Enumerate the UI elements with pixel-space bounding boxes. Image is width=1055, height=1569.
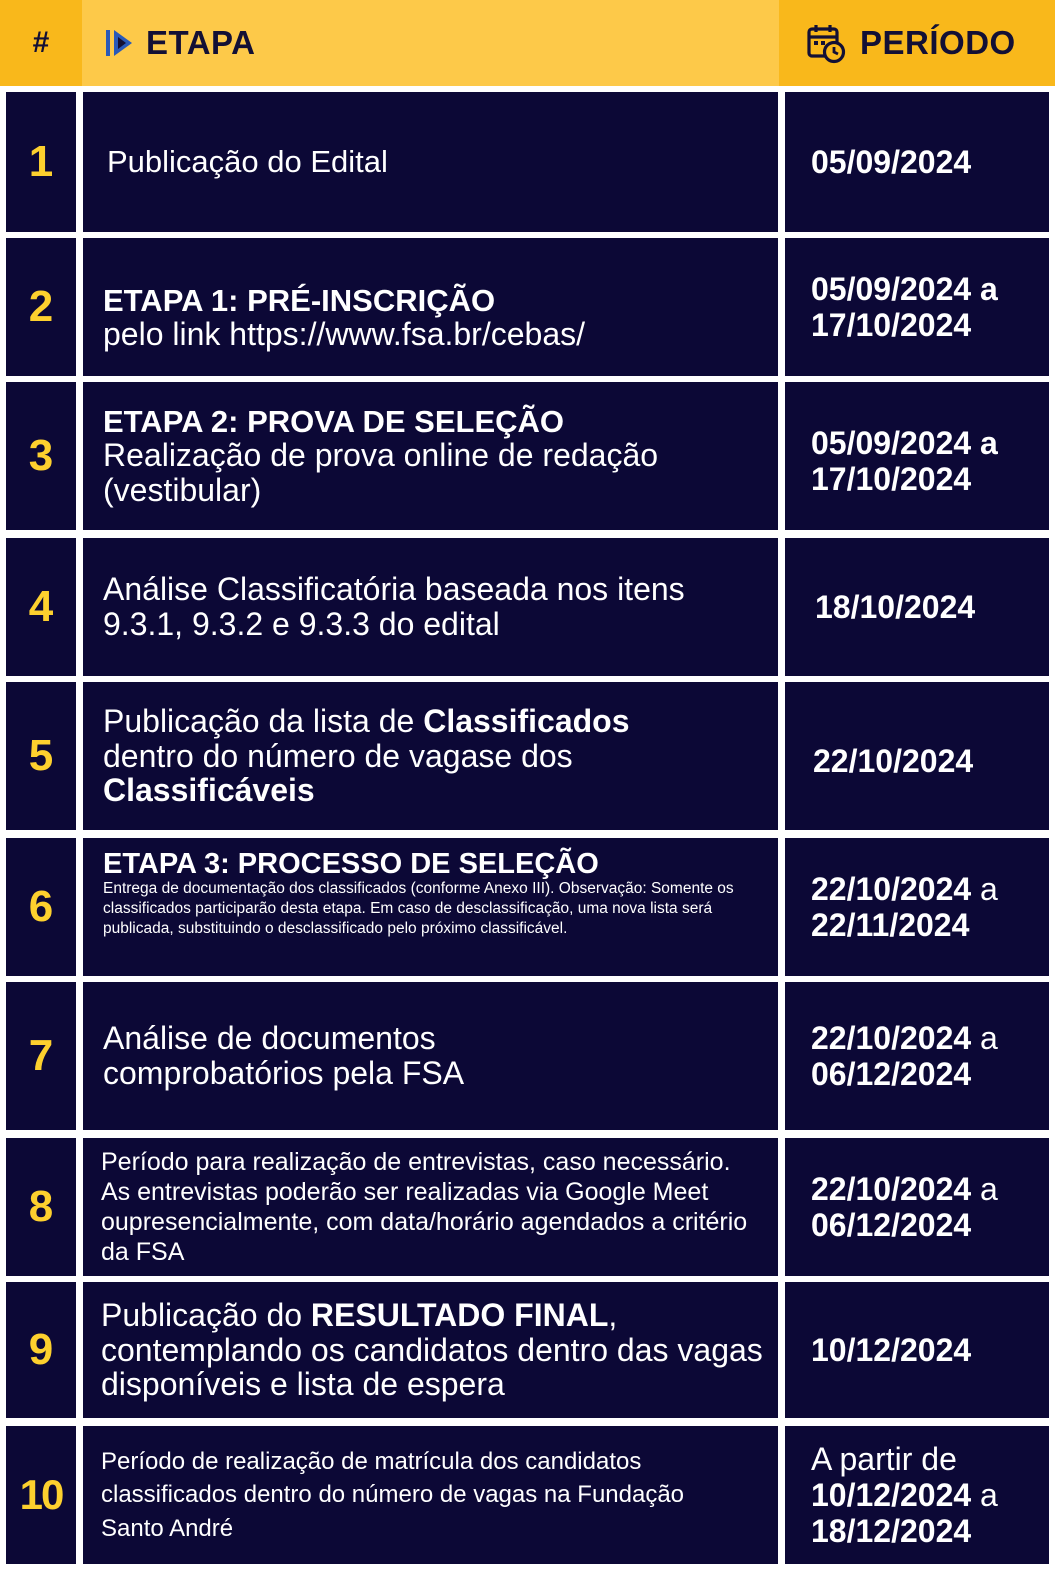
row-period-start: 22/10/2024: [811, 1019, 972, 1056]
row-desc-bold: Classificáveis: [103, 772, 315, 809]
row-desc-text: , contemplando os candidatos dentro das vagas disponíveis e lista de espera: [101, 1297, 763, 1403]
row-period-end: 06/12/2024: [811, 1056, 972, 1092]
row-description: [83, 838, 778, 976]
row-description: [83, 682, 778, 830]
row-number: 3: [6, 382, 76, 530]
row-period-connector: a: [971, 1170, 998, 1207]
row-desc-text: Período para realização de entrevistas, caso necessário. As entrevistas poderão ser realizadas via Google Meet oupresencialmente, com data/horário agendados a critério da FSA: [101, 1148, 748, 1266]
row-period-start: 22/10/2024: [813, 742, 974, 779]
row-period: [785, 238, 1049, 376]
row-period-prefix: A partir de: [811, 1440, 957, 1477]
row-desc-text: Publicação do: [101, 1297, 311, 1334]
row-number: 1: [6, 92, 76, 232]
row-period-end: 22/11/2024: [811, 907, 970, 943]
row-desc-text: Análise de documentos comprobatórios pela FSA: [103, 1020, 465, 1091]
row-number: 7: [6, 982, 76, 1130]
row-number: 6: [6, 838, 76, 976]
row-desc-text: dentro do número de vagase dos: [103, 737, 573, 774]
table-header: [0, 0, 1055, 86]
header-periodo-label: PERÍODO: [860, 24, 1016, 61]
row-period-start: 10/12/2024: [811, 1331, 972, 1368]
row-number: 5: [6, 682, 76, 830]
row-desc-bold: Classificados: [423, 703, 630, 740]
row-number: 8: [6, 1138, 76, 1276]
header-number: #: [0, 0, 82, 86]
row-description: [83, 538, 778, 676]
row-period: [785, 538, 1049, 676]
header-etapa-label: ETAPA: [146, 24, 256, 61]
row-title: ETAPA 2: PROVA DE SELEÇÃO: [103, 403, 565, 439]
row-period: [785, 92, 1049, 232]
row-number: 2: [6, 238, 76, 376]
row-period: [785, 382, 1049, 530]
row-period-start: 22/10/2024: [811, 870, 972, 907]
row-period-end: 18/12/2024: [811, 1513, 972, 1550]
row-period: [785, 1426, 1049, 1564]
row-period: [785, 982, 1049, 1130]
header-etapa: [82, 0, 779, 86]
row-period: [785, 1138, 1049, 1276]
row-title: ETAPA 3: PROCESSO DE SELEÇÃO: [103, 848, 599, 880]
row-number: 9: [6, 1282, 76, 1418]
row-desc-text: Publicação do Edital: [107, 144, 388, 180]
row-description: [83, 92, 778, 232]
row-period-start: 22/10/2024: [811, 1170, 972, 1207]
row-period-connector: a: [971, 870, 998, 907]
row-period-end: 17/10/2024: [811, 307, 972, 343]
row-desc-text: pelo link https://www.fsa.br/cebas/: [103, 316, 585, 353]
header-periodo: [779, 0, 1055, 86]
row-period: [785, 1282, 1049, 1418]
row-title: ETAPA 1: PRÉ-INSCRIÇÃO: [103, 282, 496, 318]
row-period-start: 05/09/2024 a: [811, 270, 998, 307]
calendar-clock-icon: [806, 22, 846, 64]
row-description: [83, 1138, 778, 1276]
row-period-connector: a: [971, 1019, 998, 1056]
row-desc-text: Análise Classificatória baseada nos itens 9.3.1, 9.3.2 e 9.3.3 do edital: [103, 571, 685, 642]
row-description: [83, 382, 778, 530]
row-description: [83, 238, 778, 376]
row-period-start: 18/10/2024: [815, 588, 976, 625]
row-period-start: 05/09/2024 a: [811, 424, 998, 461]
row-desc-bold: RESULTADO FINAL: [310, 1297, 609, 1334]
row-number: 10: [6, 1426, 76, 1564]
row-period-end: 06/12/2024: [811, 1207, 972, 1243]
row-period-end: 17/10/2024: [811, 461, 972, 497]
row-number: 4: [6, 538, 76, 676]
row-desc-text: Entrega de documentação dos classificados (conforme Anexo III). Observação: Somente os classificados participarão desta etapa. Em caso de desclassificação, uma nova lista será publicada, substituindo o desclassificado pelo próximo classificável.: [103, 880, 734, 938]
row-description: [83, 982, 778, 1130]
row-description: [83, 1282, 778, 1418]
row-period-connector: a: [971, 1476, 998, 1513]
row-desc-text: Publicação da lista de: [103, 703, 424, 740]
row-period: [785, 682, 1049, 830]
play-step-icon: [104, 26, 136, 60]
row-description: [83, 1426, 778, 1564]
row-desc-text: Período de realização de matrícula dos candidatos classificados dentro do número de vagas na Fundação Santo André: [101, 1448, 685, 1542]
row-period-start: 10/12/2024: [811, 1476, 972, 1513]
row-desc-text: Realização de prova online de redação (vestibular): [103, 437, 659, 508]
row-period-start: 05/09/2024: [811, 143, 972, 180]
row-period: [785, 838, 1049, 976]
